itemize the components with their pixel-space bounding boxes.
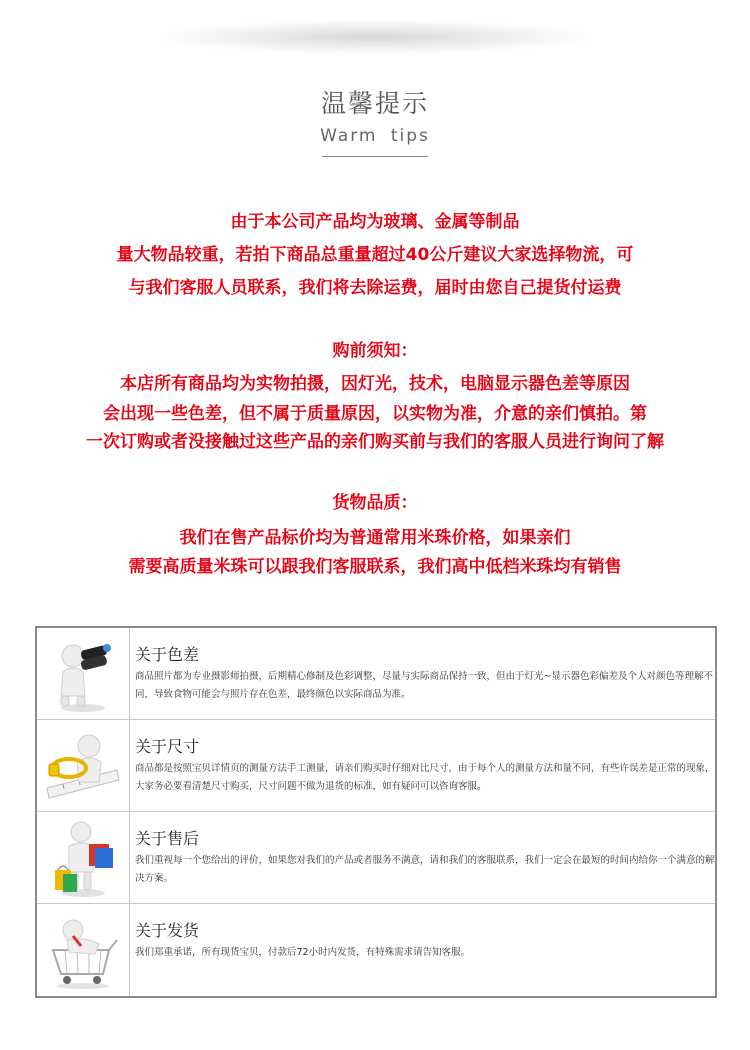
purchase-line-3: 一次订购或者没接触过这些产品的亲们购买前与我们的客服人员进行询问了解 (86, 432, 664, 452)
notice-line-2: 量大物品较重，若拍下商品总重量超过40公斤建议大家选择物流，可 (116, 245, 634, 265)
title-underline (322, 156, 428, 157)
info-row-aftersale (37, 812, 715, 904)
info-row-desc: 我们重视每一个您给出的评价，如果您对我们的产品或者服务不满意，请和我们的客服联系，我们一定会在最短的时间内给你一个满意的解决方案。 (135, 855, 715, 884)
quality-line-1: 我们在售产品标价均为普通常用米珠价格，如果亲们 (179, 528, 571, 548)
info-row-size (37, 720, 715, 812)
info-row-color (37, 628, 715, 720)
quality-heading: 货物品质： (332, 493, 418, 513)
info-row-desc: 商品都是按照宝贝详情页的测量方法手工测量，请亲们购买时仔细对比尺寸，由于每个人的测量方法和量不同，有些许误差是正常的现象，大家务必要看清楚尺寸购买，尺寸问题不做为退货的标准，如有疑问可以咨询客服。 (135, 763, 715, 792)
info-table (35, 626, 717, 998)
info-row-desc: 我们郑重承诺，所有现货宝贝，付款后72小时内发货，有特殊需求请告知客服。 (135, 947, 471, 958)
purchase-line-2: 会出现一些色差，但不属于质量原因，以实物为准，介意的亲们慎拍。第 (103, 404, 647, 424)
purchase-line-1: 本店所有商品均为实物拍摄，因灯光，技术，电脑显示器色差等原因 (120, 374, 630, 394)
purchase-heading: 购前须知： (332, 341, 418, 361)
tape-measure-figure-icon (37, 720, 130, 811)
notice-line-1: 由于本公司产品均为玻璃、金属等制品 (230, 212, 520, 232)
info-row-title: 关于尺寸 (135, 737, 200, 756)
info-row-shipping (37, 904, 715, 996)
quality-line-2: 需要高质量米珠可以跟我们客服联系，我们高中低档米珠均有销售 (128, 557, 622, 577)
page-title: 温馨提示 (320, 89, 429, 118)
info-row-title: 关于发货 (135, 921, 200, 940)
shopping-bags-figure-icon (37, 812, 130, 903)
info-row-desc: 商品照片都为专业摄影师拍摄，后期精心修制及色彩调整，尽量与实际商品保持一致，但由于灯光~显示器色彩偏差及个人对颜色等理解不同，导致食物可能会与照片存在色差，最终颜色以实际商品为准。 (135, 671, 713, 700)
notice-line-3: 与我们客服人员联系，我们将去除运费，届时由您自己提货付运费 (128, 278, 622, 298)
info-row-title: 关于色差 (135, 645, 200, 664)
top-shadow-decoration (160, 20, 590, 54)
page-subtitle: Warm tips (320, 126, 430, 146)
shopping-cart-figure-icon (37, 904, 130, 996)
info-row-title: 关于售后 (135, 829, 200, 848)
binoculars-figure-icon (37, 628, 130, 719)
